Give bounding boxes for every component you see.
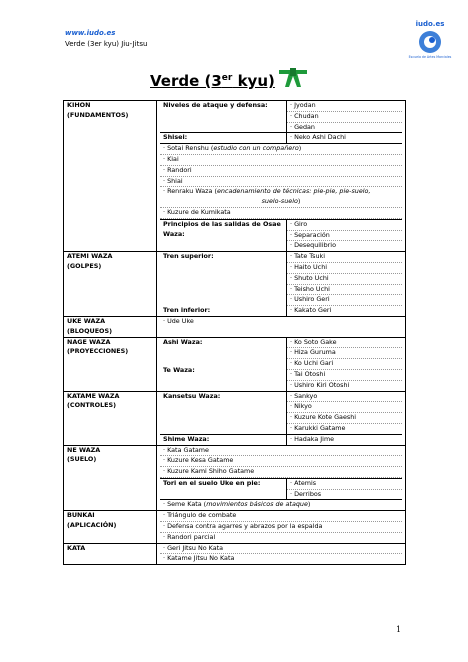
text-cell: · Kuzure Kote Gaeshi [287,413,402,424]
text-cell: · Jyodan [287,101,402,112]
text-cell: · Randori [160,166,402,177]
text-cell: · Gedan [290,122,315,131]
text-cell: · Atemis [287,479,402,490]
text-cell: ATEMI WAZA [67,252,113,261]
iudo-logo [408,18,452,60]
text-cell: (FUNDAMENTOS) [67,110,129,119]
category-ne [64,445,157,511]
text-cell: · Kiai [160,155,402,166]
page-header [65,28,147,50]
text-cell: · Geri Jitsu No Kata [160,544,402,555]
text-cell: Principios de las salidas de Osae Waza: [160,220,287,251]
text-cell: · Shiai [160,177,402,188]
text-cell: Shime Waza: [160,435,287,445]
text-cell: · Hiza Guruma [287,348,402,359]
table-row [64,391,406,445]
text-cell: · Kuzure Kami Shiho Gatame [160,467,402,478]
category-nage [64,337,157,391]
text-cell: · Ko Soto Gake [287,338,402,349]
text-cell: · Kuzure de Kumikata [160,208,402,219]
text-cell: · Neko Ashi Dachi [290,133,346,142]
text-cell: KATA [67,543,86,552]
text-cell: · Kuzure Kesa Gatame [160,456,402,467]
syllabus-table [63,100,406,565]
text-cell: · Tate Tsuki [287,252,402,263]
kihon-content [157,101,406,252]
text-cell: ) [307,500,311,509]
text-cell: · Derribos [290,489,322,498]
text-cell: er [221,73,233,83]
text-cell: Niveles de ataque y defensa: [160,101,287,132]
header-subtitle: Verde (3er kyu) Jiu-Jitsu [65,40,148,48]
category-uke [64,316,157,337]
text-cell: · Kata Gatame [160,446,402,457]
text-cell: ) [298,144,302,153]
text-cell: KIHON [67,101,91,109]
text-cell: · Ko Uchi Gari [287,359,402,370]
text-cell: movimientos básicos de ataque [206,500,308,509]
table-row [64,252,406,317]
text-cell: Tren superior: [163,252,214,261]
logo-text: iudo.es [415,20,445,28]
text-cell: Tori en el suelo Uke en pie: [160,479,287,500]
category-kata [64,543,157,565]
table-row [64,101,406,252]
text-cell: Verde (3 [150,72,222,90]
text-cell: · Shuto Uchi [287,274,402,285]
text-cell: · Triángulo de combate [160,511,402,522]
table-row [64,445,406,511]
text-cell: · Ude Uke [163,316,194,325]
green-belt-icon [279,68,307,88]
text-cell: · Karukki Gatame [290,423,346,432]
text-cell: · Katame Jitsu No Kata [163,554,235,563]
text-cell: (PROYECCIONES) [67,347,129,356]
text-cell: · Defensa contra agarres y abrazos por la espalda [160,522,402,533]
text-cell: (CONTROLES) [67,401,117,410]
category-katame [64,391,157,445]
text-cell: (GOLPES) [67,261,102,270]
text-cell: · Desequilibrio [290,241,336,250]
text-cell: suelo-suelo [261,197,298,206]
text-cell: Kansetsu Waza: [160,392,287,434]
logo-tagline: Escuela de Artes Marciales [408,55,452,59]
table-row [64,316,406,337]
text-cell: NE WAZA [67,445,101,454]
text-cell: estudio con un compañero [213,144,299,153]
text-cell: · Renraku Waza ( [163,187,217,196]
text-cell: BUNKAI [67,511,95,520]
text-cell: KATAME WAZA [67,391,120,400]
table-row [64,511,406,543]
text-cell: Te Waza: [163,366,195,375]
text-cell: kyu) [232,72,275,90]
text-cell: · Ushiro Kiri Otoshi [290,380,350,389]
text-cell: encadenamiento de técnicas: pie-pie, pie-suelo, [216,187,371,196]
text-cell: · Separación [287,231,402,242]
text-cell: · Chudan [287,112,402,123]
text-cell: NAGE WAZA [67,337,111,346]
text-cell: Ashi Waza: [163,337,203,346]
text-cell: · Seme Kata ( [163,500,207,509]
page-number: 1 [396,625,402,634]
category-bunkai [64,511,157,543]
page-title [150,69,275,90]
category-atemi [64,252,157,317]
text-cell: · Ushiro Geri [287,295,402,306]
table-row [64,543,406,565]
site-url[interactable]: www.iudo.es [65,29,116,37]
text-cell: · Sotai Renshu ( [163,144,214,153]
table-row [64,337,406,391]
text-cell: · Giro [287,220,402,231]
text-cell: · Nikyo [287,402,402,413]
text-cell: ) [297,197,301,206]
text-cell: · Hadaka Jime [290,434,335,443]
text-cell: · Sankyo [287,392,402,403]
text-cell: Shisei: [160,133,287,143]
text-cell: (BLOQUEOS) [67,326,113,335]
category-kihon [64,101,157,252]
text-cell: · Haito Uchi [287,263,402,274]
text-cell: · Randori parcial [163,532,216,541]
text-cell: · Kakato Geri [290,306,332,315]
text-cell: · Teisho Uchi [287,285,402,296]
text-cell: · Tai Otoshi [287,370,402,381]
text-cell: (SUELO) [67,455,97,464]
text-cell: (APLICACIÓN) [67,521,117,530]
text-cell: Tren inferior: [163,306,211,315]
text-cell: UKE WAZA [67,316,106,325]
